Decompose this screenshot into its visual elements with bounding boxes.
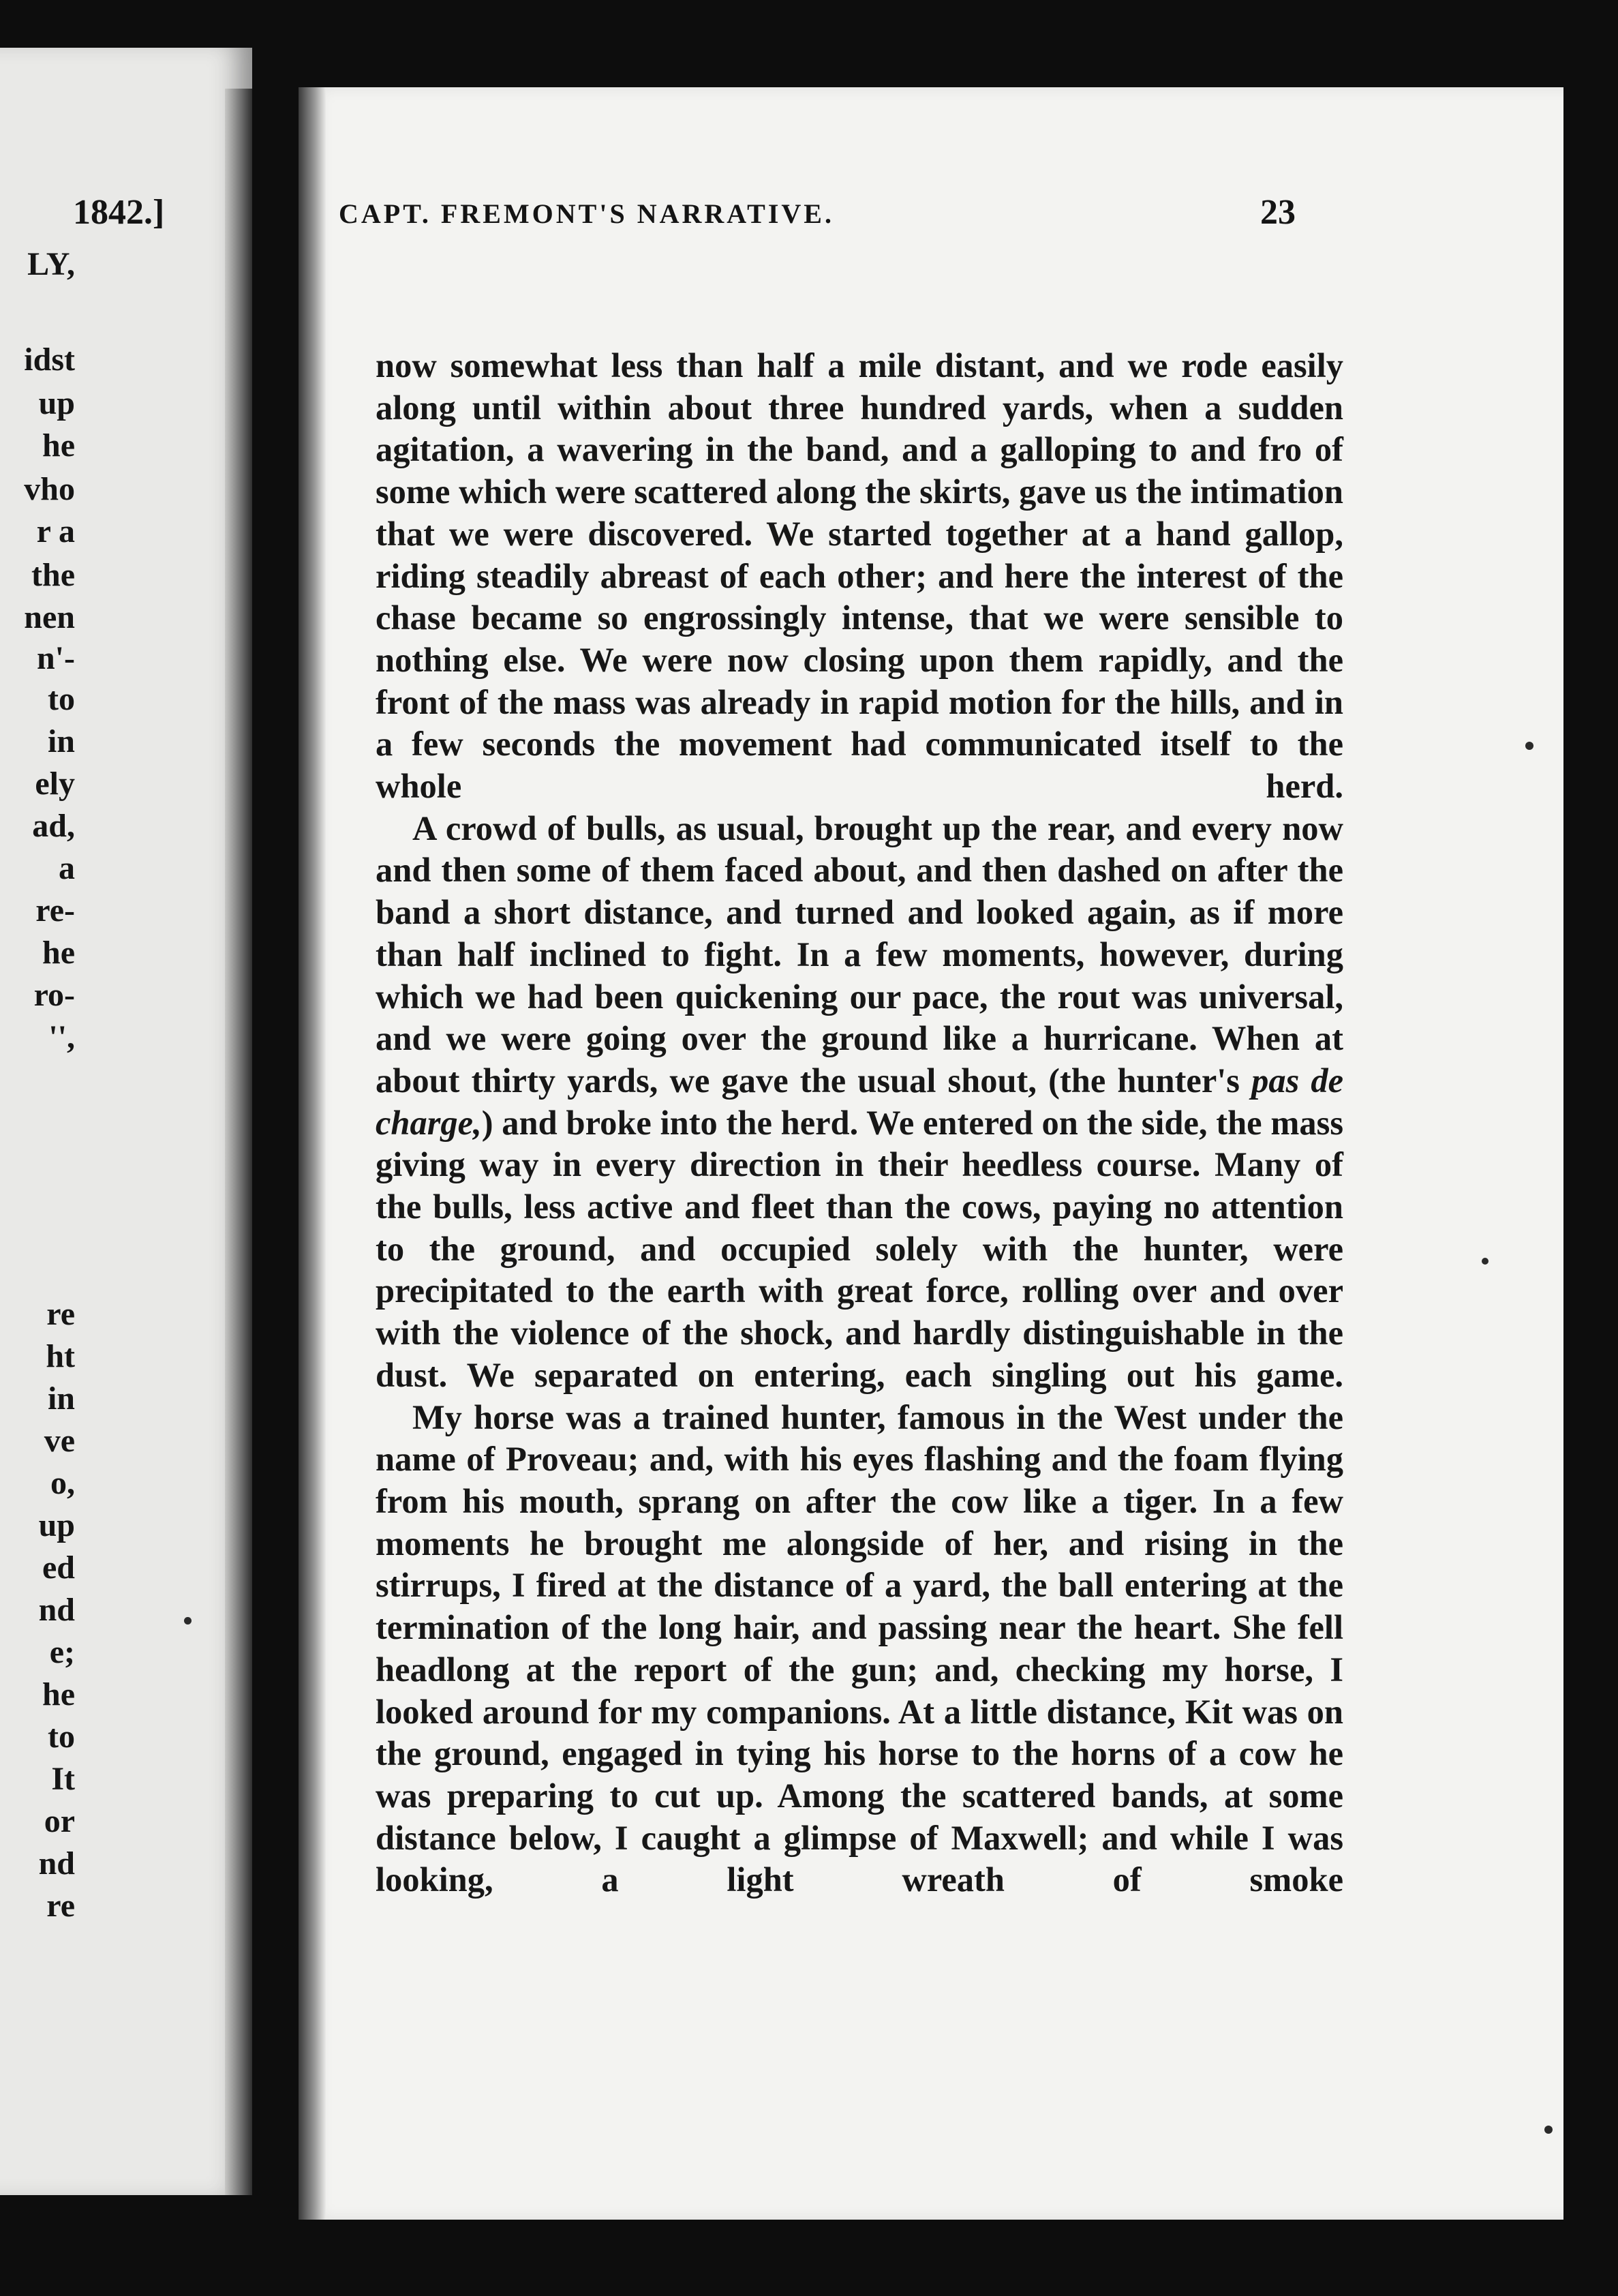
left-page-fragment: he bbox=[42, 427, 75, 464]
left-page-fragment: It bbox=[51, 1761, 75, 1797]
left-page-fragment: to bbox=[48, 681, 75, 717]
left-page-fragment: up bbox=[38, 385, 75, 421]
paragraph-2-part-2: ) and broke into the herd. We entered on the side, the mass giving way in every direction in their heedless course. Many of the bulls, less active and fleet than the cows, paying no attention to the ground, and occupied solely with the hunter, were precipitated to the earth with great force, rolling over and over with the violence of the shock, and hardly distinguishable in the dust. We separated on entering, each singling out his game. bbox=[376, 1103, 1343, 1394]
page-spine-shadow bbox=[299, 87, 326, 2220]
scan-speck bbox=[1544, 2126, 1553, 2134]
left-page-fragment: r a bbox=[36, 513, 75, 549]
left-page-fragment: the bbox=[31, 557, 75, 593]
left-page-fragment: nen bbox=[24, 599, 75, 635]
scan-speck bbox=[184, 1617, 192, 1625]
left-page-fragment: he bbox=[42, 1676, 75, 1712]
left-page-fragment: n'- bbox=[36, 640, 75, 676]
left-page-fragment: ve bbox=[44, 1423, 75, 1459]
page-gutter bbox=[225, 89, 252, 2195]
paragraph-2 bbox=[376, 808, 1343, 1397]
left-page-fragment: in bbox=[47, 723, 75, 759]
left-page-fragment: re- bbox=[35, 892, 75, 928]
running-head-year: 1842.] bbox=[73, 193, 165, 232]
left-page-fragment: ad, bbox=[32, 808, 75, 844]
left-page-fragment: LY, bbox=[27, 246, 75, 282]
left-page-fragment: ely bbox=[35, 766, 75, 802]
left-page-fragment: up bbox=[38, 1507, 75, 1543]
left-page-fragment: vho bbox=[24, 471, 75, 507]
paragraph-1: now somewhat less than half a mile distant, and we rode easily along until within about three hundred yards, when a sudden agitation, a wavering in the band, and a galloping to and fro of some which were scattered along the skirts, gave us the intimation that we were discovered. We started together at a hand gallop, riding steadily abreast of each other; and here the interest of the chase became so engrossingly intense, that we were sensible to nothing else. We were now closing upon them rapidly, and the front of the mass was already in rapid motion for the hills, and in a few seconds the movement had communicated itself to the whole herd. bbox=[376, 346, 1343, 806]
left-page-fragment: a bbox=[59, 850, 75, 886]
paragraph-3: My horse was a trained hunter, famous in the West under the name of Proveau; and, with his eyes flashing and the foam flying from his mouth, sprang on after the cow like a tiger. In a few moments he brought me alongside of her, and rising in the stirrups, I fired at the distance of a yard, the ball entering at the termination of the long hair, and passing near the heart. She fell headlong at the report of the gun; and, checking my horse, I looked around for my companions. At a little distance, Kit was on the ground, engaged in tying his horse to the horns of a cow he was preparing to cut up. Among the scattered bands, at some distance below, I caught a glimpse of Maxwell; and while I was looking, a light wreath of smoke bbox=[376, 1398, 1343, 1899]
scan-speck bbox=[1482, 1258, 1489, 1265]
italic-phrase: pas de charge, bbox=[376, 1061, 1343, 1142]
left-page-fragment: idst bbox=[24, 342, 75, 378]
left-page-fragment: to bbox=[48, 1719, 75, 1755]
left-page-fragment: in bbox=[47, 1380, 75, 1417]
left-page-fragment: nd bbox=[38, 1592, 75, 1628]
running-head bbox=[73, 192, 1354, 240]
left-page-fragment: re bbox=[46, 1296, 75, 1332]
left-page-fragment: o, bbox=[50, 1465, 75, 1501]
left-page-fragment: re bbox=[46, 1888, 75, 1924]
page-number: 23 bbox=[1260, 193, 1296, 232]
left-page-fragment: ht bbox=[46, 1338, 75, 1374]
left-page-fragment: he bbox=[42, 935, 75, 971]
left-page-fragment: e; bbox=[49, 1634, 75, 1670]
left-page-fragment: nd bbox=[38, 1845, 75, 1882]
left-page-fragment: ro- bbox=[33, 977, 75, 1013]
paragraph-2-part-1: A crowd of bulls, as usual, brought up the rear, and every now and then some of them faced about, and then dashed on after the band a short distance, and turned and looked again, as if more than half inclined to fight. In a few moments, however, during which we had been quickening our pace, the rout was universal, and we were going over the ground like a hurricane. When at about thirty yards, we gave the usual shout, (the hunter's bbox=[376, 809, 1343, 1100]
running-head-title: CAPT. FREMONT'S NARRATIVE. bbox=[339, 198, 834, 229]
left-page-fragment: or bbox=[44, 1803, 75, 1839]
scan-speck bbox=[1525, 742, 1533, 750]
body-text bbox=[376, 345, 1343, 1901]
previous-page-edge bbox=[0, 48, 252, 2195]
left-page-fragment: '', bbox=[48, 1019, 75, 1055]
left-page-fragment: ed bbox=[42, 1550, 75, 1586]
